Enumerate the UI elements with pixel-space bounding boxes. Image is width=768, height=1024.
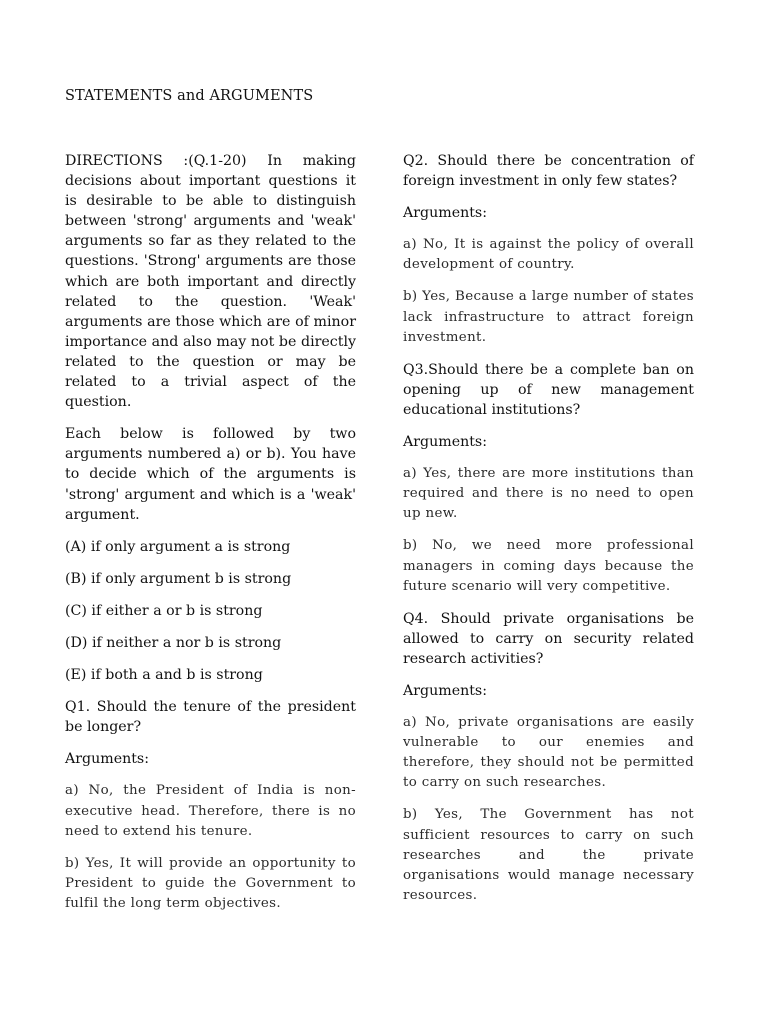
q2-argument-b: b) Yes, Because a large number of states lack infrastructure to attract foreign investment. — [403, 289, 694, 345]
q4-question: Q4. Should private organisations be allowed to carry on security related research activities? — [403, 610, 694, 667]
q3-argument-b: b) No, we need more professional managers in coming days because the future scenario will very competitive. — [403, 538, 694, 594]
q2-question: Q2. Should there be concentration of foreign investment in only few states? — [403, 153, 694, 190]
q4-argument-a: a) No, private organisations are easily vulnerable to our enemies and therefore, they should not be permitted to carry on such researches. — [403, 715, 694, 791]
q3-question: Q3.Should there be a complete ban on opening up of new management educational institutions? — [403, 361, 694, 418]
option-b: (B) if only argument b is strong — [65, 570, 292, 587]
q1-question: Q1. Should the tenure of the president be longer? — [65, 699, 356, 736]
q2-argument-a: a) No, It is against the policy of overall development of country. — [403, 237, 694, 273]
option-a: (A) if only argument a is strong — [65, 538, 291, 555]
page-title: STATEMENTS and ARGUMENTS — [65, 88, 314, 104]
q4-argument-b: b) Yes, The Government has not sufficient resources to carry on such researches and the private organisations would manage necessary resources. — [403, 807, 694, 903]
right-column — [403, 151, 694, 918]
instruction-paragraph: Each below is followed by two arguments numbered a) or b). You have to decide which of the arguments is 'strong' argument and which is a 'weak' argument. — [65, 426, 356, 523]
option-c: (C) if either a or b is strong — [65, 602, 263, 619]
option-e: (E) if both a and b is strong — [65, 667, 263, 684]
q2-arguments-label: Arguments: — [403, 205, 487, 222]
q1-arguments-label: Arguments: — [65, 751, 149, 768]
q4-arguments-label: Arguments: — [403, 682, 487, 699]
q3-arguments-label: Arguments: — [403, 434, 487, 451]
q1-argument-a: a) No, the President of India is non-executive head. Therefore, there is no need to extend his tenure. — [65, 783, 356, 839]
q1-argument-b: b) Yes, It will provide an opportunity to President to guide the Government to fulfil the long term objectives. — [65, 855, 356, 911]
directions-paragraph: DIRECTIONS :(Q.1-20) In making decisions about important questions it is desirable to be able to distinguish between 'strong' arguments and 'weak' arguments so far as they related to the questions. 'Strong' arguments are those which are both important and directly related to the question. 'Weak' arguments are those which are of minor importance and also may not be directly related to the question or may be related to a trivial aspect of the question. — [65, 153, 356, 411]
q3-argument-a: a) Yes, there are more institutions than required and there is no need to open up new. — [403, 466, 694, 522]
left-column — [65, 151, 356, 926]
option-d: (D) if neither a nor b is strong — [65, 634, 282, 651]
